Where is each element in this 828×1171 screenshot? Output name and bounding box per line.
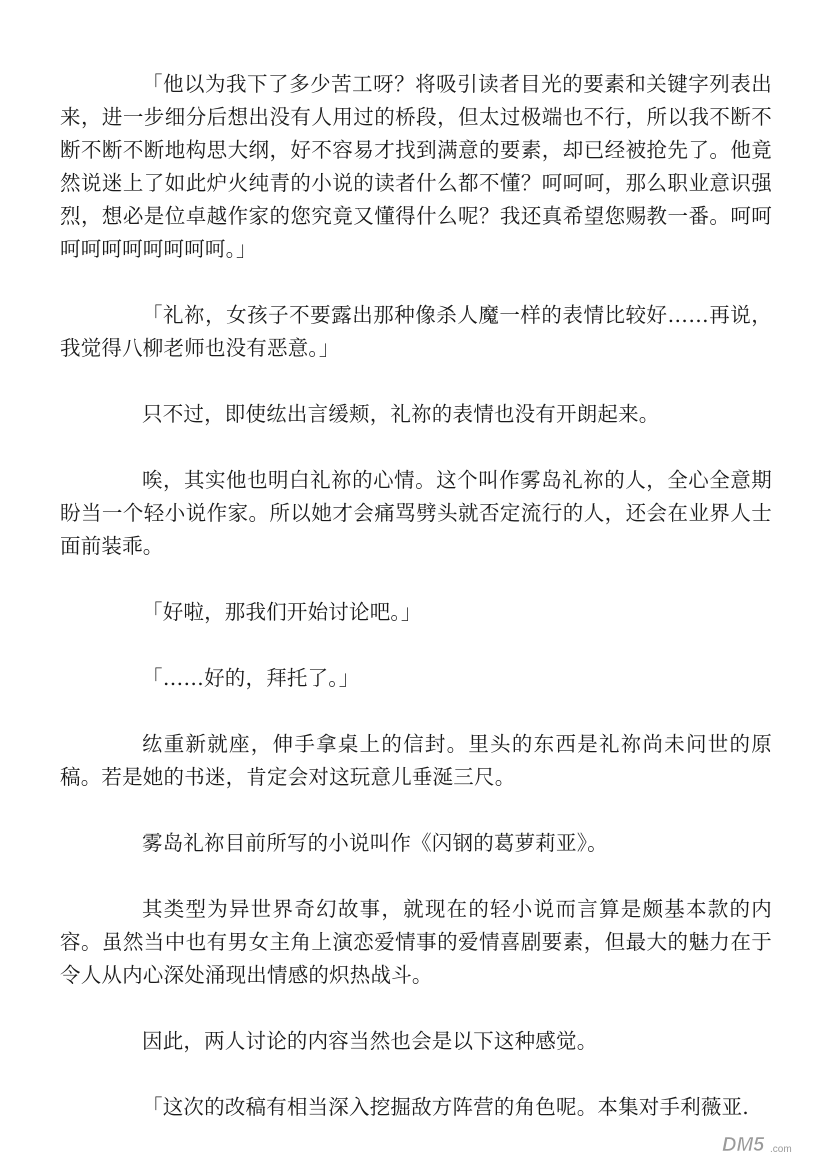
paragraph: 「好啦，那我们开始讨论吧。」 bbox=[142, 600, 422, 624]
paragraph: 因此，两人讨论的内容当然也会是以下这种感觉。 bbox=[142, 1029, 598, 1053]
paragraph: 只不过，即使纮出言缓颊，礼祢的表情也没有开朗起来。 bbox=[142, 402, 660, 426]
dm5-logo-watermark bbox=[720, 1131, 800, 1157]
paragraph: 其类型为异世界奇幻故事，就现在的轻小说而言算是颇基本款的内容。虽然当中也有男女主角上演恋爱情事的爱情喜剧要素，但最大的魅力在于令人从内心深处涌现出情感的炽热战斗。 bbox=[60, 897, 772, 987]
paragraph: 纮重新就座，伸手拿桌上的信封。里头的东西是礼祢尚未问世的原稿。若是她的书迷，肯定会对这玩意儿垂涎三尺。 bbox=[60, 732, 772, 789]
watermark-suffix: .com bbox=[770, 1144, 792, 1155]
text-body bbox=[60, 68, 772, 1157]
paragraph: 「礼祢，女孩子不要露出那种像杀人魔一样的表情比较好……再说，我觉得八柳老师也没有恶意。」 bbox=[60, 303, 772, 360]
paragraph: 「这次的改稿有相当深入挖掘敌方阵营的角色呢。本集对手利薇亚. bbox=[142, 1095, 750, 1119]
paragraph: 雾岛礼祢目前所写的小说叫作《闪钢的葛萝莉亚》。 bbox=[142, 831, 608, 855]
paragraph: 「他以为我下了多少苦工呀？将吸引读者目光的要素和关键字列表出来，进一步细分后想出没有人用过的桥段，但太过极端也不行，所以我不断不断不断不断地构思大纲，好不容易才找到满意的要素，却已经被抢先了。他竟然说迷上了如此炉火纯青的小说的读者什么都不懂？呵呵呵，那么职业意识强烈，想必是位卓越作家的您究竟又懂得什么呢？我还真希望您赐教一番。呵呵呵呵呵呵呵呵呵呵。」 bbox=[60, 72, 772, 261]
paragraph: 「……好的，拜托了。」 bbox=[142, 666, 360, 690]
paragraph: 唉，其实他也明白礼祢的心情。这个叫作雾岛礼祢的人，全心全意期盼当一个轻小说作家。所以她才会痛骂劈头就否定流行的人，还会在业界人士面前装乖。 bbox=[60, 468, 772, 558]
watermark-text: DM5 bbox=[722, 1134, 765, 1156]
